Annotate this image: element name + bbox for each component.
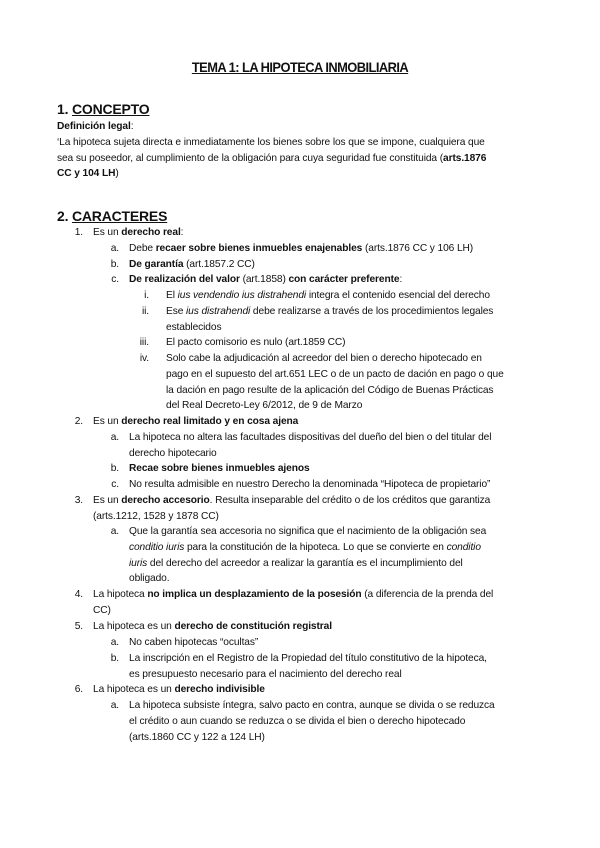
text: Que la garantía sea accesoria no significa que el nacimiento de la obligación sea bbox=[129, 526, 487, 537]
list-letter: a. bbox=[110, 700, 119, 711]
section-heading-caracteres bbox=[57, 208, 167, 224]
list-roman: i. bbox=[144, 290, 149, 301]
quote-line-2 bbox=[57, 151, 557, 167]
text: El pacto comisorio es nulo (art.1859 CC) bbox=[166, 337, 346, 348]
list-letter: b. bbox=[110, 653, 119, 664]
bold-text: derecho accesorio bbox=[121, 495, 210, 506]
list-number: 4. bbox=[74, 589, 83, 600]
text: : bbox=[180, 227, 184, 238]
text: CC) bbox=[93, 604, 111, 616]
text: La hipoteca bbox=[93, 589, 148, 600]
text: . Resulta inseparable del crédito o de los créditos que garantiza bbox=[209, 495, 491, 506]
section-number: 2. bbox=[57, 208, 69, 224]
concepto-body bbox=[57, 119, 557, 182]
text: Debe bbox=[129, 243, 156, 254]
section-heading-concepto bbox=[57, 101, 149, 117]
quote-line-1: ‘La hipoteca sujeta directa e inmediatamente los bienes sobre los que se impone, cualquiera que bbox=[57, 136, 485, 148]
bold-text: derecho indivisible bbox=[174, 684, 265, 695]
text: (arts.1876 CC y 106 LH) bbox=[362, 243, 474, 254]
text: del Real Decreto-Ley 6/2012, de 9 de Marzo bbox=[166, 400, 363, 412]
text: : bbox=[399, 274, 403, 285]
bold-text: recaer sobre bienes inmuebles enajenables bbox=[155, 243, 363, 254]
text: pago en el supuesto del art.651 LEC o de un pacto de dación en pago o que bbox=[166, 368, 504, 380]
list-letter: a. bbox=[110, 637, 119, 648]
text: (art.1858) bbox=[239, 274, 289, 285]
text: Solo cabe la adjudicación al acreedor del bien o derecho hipotecado en bbox=[166, 353, 482, 364]
text: No caben hipotecas “ocultas” bbox=[129, 637, 259, 648]
text: La hipoteca subsiste íntegra, salvo pacto en contra, aunque se divida o se reduzca bbox=[129, 700, 495, 711]
quote-close: ) bbox=[115, 168, 119, 180]
list-roman: ii. bbox=[141, 306, 149, 317]
quote-text: sea su poseedor, al cumplimiento de la obligación para cuya seguridad fue constituida ( bbox=[57, 152, 444, 164]
text: (arts.1212, 1528 y 1878 CC) bbox=[93, 510, 219, 522]
text: el crédito o aun cuando se reduzca o se divida el bien o derecho hipotecado bbox=[129, 715, 466, 727]
bold-text: derecho real bbox=[121, 227, 181, 238]
quote-line-3 bbox=[57, 166, 557, 182]
text: Es un bbox=[93, 227, 122, 238]
text: (art.1857.2 CC) bbox=[183, 259, 255, 270]
text: derecho hipotecario bbox=[129, 447, 217, 459]
list-letter: b. bbox=[110, 463, 119, 474]
italic-text: conditio bbox=[446, 541, 481, 553]
list-number: 3. bbox=[74, 495, 83, 506]
text: La hipoteca es un bbox=[93, 621, 175, 632]
text: El bbox=[166, 290, 178, 301]
italic-text: iuris bbox=[129, 557, 148, 569]
definition-label-line bbox=[57, 119, 557, 135]
section-title: CARACTERES bbox=[71, 208, 168, 224]
text: para la constitución de la hipoteca. Lo que se convierte en bbox=[184, 541, 447, 553]
list-letter: a. bbox=[110, 526, 119, 537]
text: La hipoteca es un bbox=[93, 684, 175, 695]
section-number: 1. bbox=[57, 101, 69, 117]
text: Es un bbox=[93, 495, 122, 506]
text: establecidos bbox=[166, 321, 222, 333]
text: debe realizarse a través de los procedimientos legales bbox=[250, 306, 494, 317]
list-number: 1. bbox=[74, 227, 83, 238]
section-title: CONCEPTO bbox=[71, 101, 150, 117]
bold-text: De realización del valor bbox=[129, 274, 240, 285]
bold-text: no implica un desplazamiento de la posesión bbox=[147, 589, 362, 600]
text: del derecho del acreedor a realizar la garantía es el incumplimiento del bbox=[147, 557, 463, 569]
bold-text: Recae sobre bienes inmuebles ajenos bbox=[129, 463, 310, 474]
list-letter: a. bbox=[110, 432, 119, 443]
italic-text: ius distrahendi bbox=[186, 306, 251, 317]
text: obligado. bbox=[129, 573, 170, 585]
bold-text: derecho de constitución registral bbox=[174, 621, 332, 632]
text: (arts.1860 CC y 122 a 124 LH) bbox=[129, 731, 265, 743]
italic-text: conditio iuris bbox=[129, 541, 185, 553]
list-number: 2. bbox=[74, 416, 83, 427]
list-letter: b. bbox=[110, 259, 119, 270]
list-letter: c. bbox=[111, 274, 119, 285]
text: Es un bbox=[93, 416, 122, 427]
list-roman: iii. bbox=[139, 337, 149, 348]
definition-label: Definición legal bbox=[57, 121, 131, 132]
text: (a diferencia de la prenda del bbox=[361, 589, 494, 600]
list-letter: a. bbox=[110, 243, 119, 254]
list-letter: c. bbox=[111, 479, 119, 490]
text: No resulta admisible en nuestro Derecho la denominada “Hipoteca de propietario” bbox=[129, 479, 491, 490]
text: La inscripción en el Registro de la Propiedad del título constitutivo de la hipoteca, bbox=[129, 653, 487, 664]
italic-text: ius vendendio ius distrahendi bbox=[177, 290, 307, 301]
list-number: 5. bbox=[74, 621, 83, 632]
page-title: TEMA 1: LA HIPOTECA INMOBILIARIA bbox=[191, 59, 409, 75]
bold-text: derecho real limitado y en cosa ajena bbox=[121, 416, 299, 427]
text: La hipoteca no altera las facultades dispositivas del dueño del bien o del titular del bbox=[129, 432, 492, 443]
quote-ref: arts.1876 bbox=[443, 152, 487, 164]
text: es presupuesto necesario para el nacimiento del derecho real bbox=[129, 668, 402, 680]
bold-text: con carácter preferente bbox=[288, 274, 400, 285]
colon: : bbox=[130, 121, 134, 132]
bold-text: De garantía bbox=[129, 259, 184, 270]
text: Ese bbox=[166, 306, 186, 317]
list-roman: iv. bbox=[139, 353, 149, 364]
quote-ref: CC y 104 LH bbox=[57, 168, 116, 180]
text: la dación en pago resulte de la aplicación del Código de Buenas Prácticas bbox=[166, 384, 494, 396]
list-number: 6. bbox=[74, 684, 83, 695]
text: integra el contenido esencial del derecho bbox=[306, 290, 490, 301]
